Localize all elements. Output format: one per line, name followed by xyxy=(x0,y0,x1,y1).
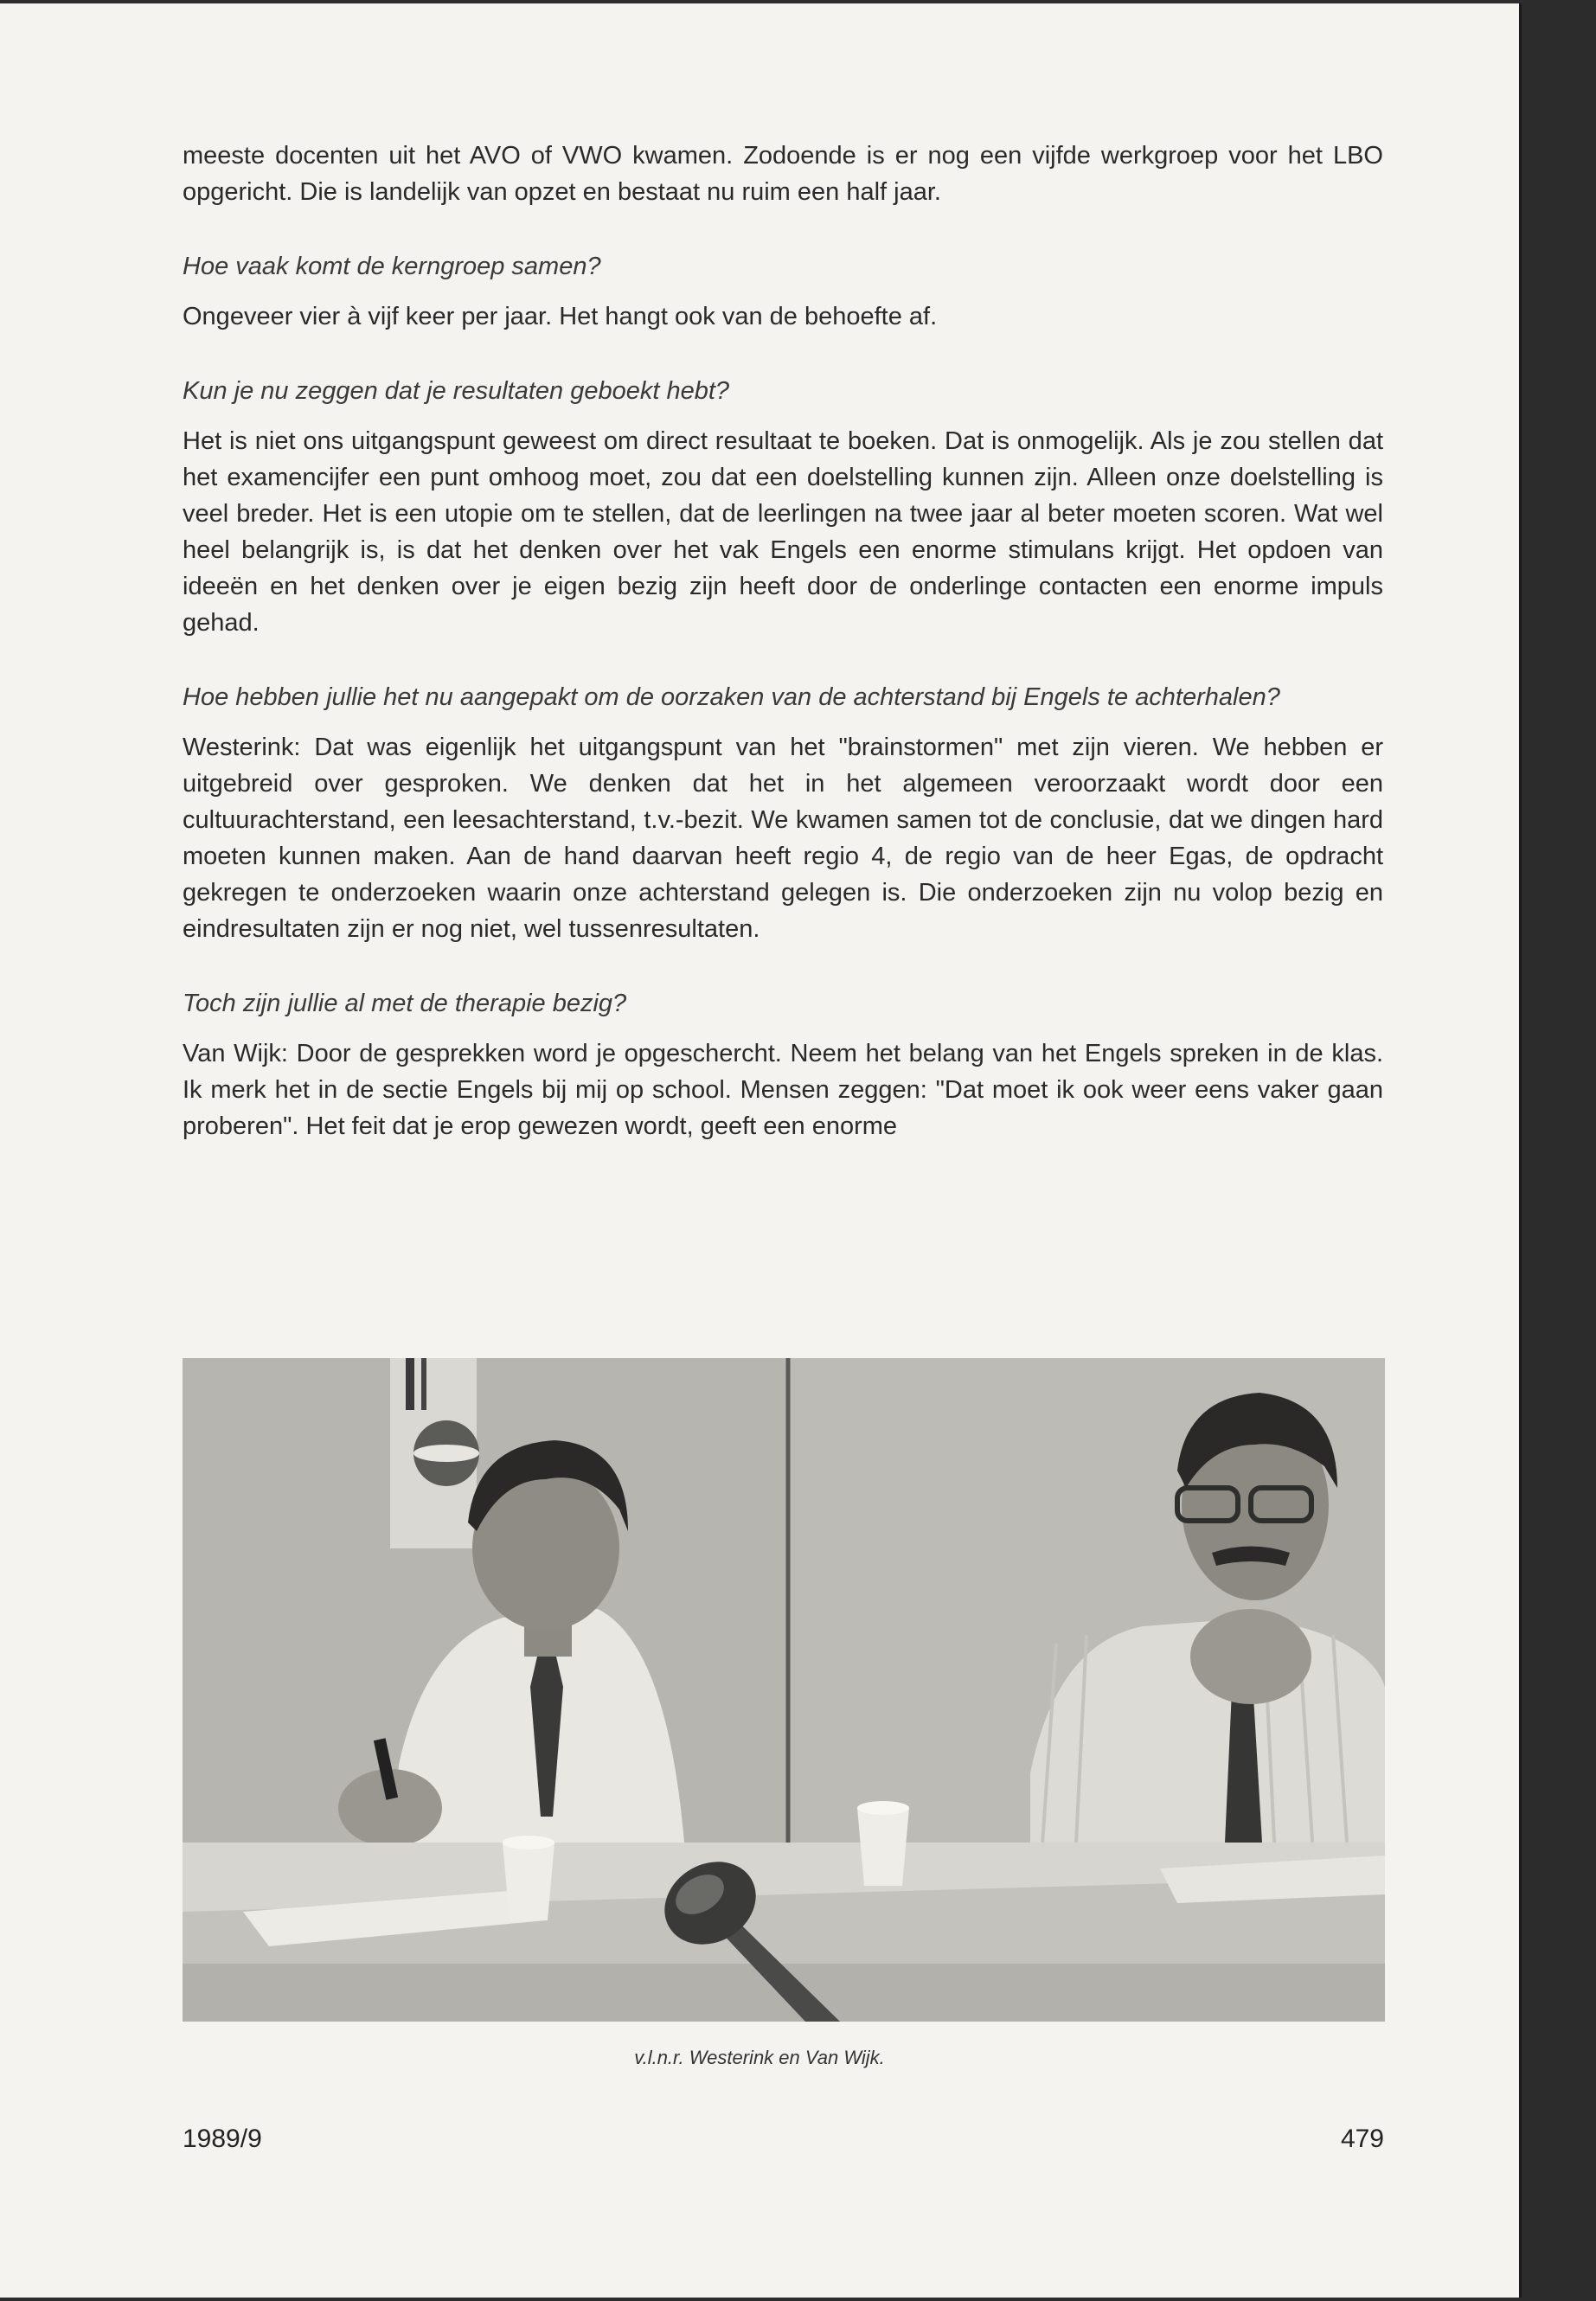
magazine-page xyxy=(0,3,1522,2298)
answer-paragraph: Het is niet ons uitgangspunt geweest om direct resultaat te boeken. Dat is onmogelijk. Als je zou stellen dat het examencijfer een punt omhoog moet, zou dat een doelstelling kunnen zijn. Alleen onze doelstelling is veel breder. Het is een utopie om te stellen, dat de leerlingen na twee jaar al beter moeten scoren. Wat wel heel belangrijk is, is dat het denken over het vak Engels een enorme stimulans krijgt. Het opdoen van ideeën en het denken over je eigen bezig zijn heeft door de onderlinge contacten een enorme impuls gehad. xyxy=(183,427,1383,637)
answer-paragraph: Van Wijk: Door de gesprekken word je opgeschercht. Neem het belang van het Engels spreken in de klas. Ik merk het in de sectie Engels bij mij op school. Mensen zeggen: "Dat moet ik ook weer eens vaker gaan proberen". Het feit dat je erop gewezen wordt, geeft een enorme xyxy=(183,1040,1383,1140)
answer-paragraph: Ongeveer vier à vijf keer per jaar. Het hangt ook van de behoefte af. xyxy=(183,303,938,330)
interview-question: Kun je nu zeggen dat je resultaten geboekt hebt? xyxy=(183,377,730,405)
page-number: 479 xyxy=(1340,2125,1384,2153)
interview-question: Hoe vaak komt de kerngroep samen? xyxy=(183,253,601,280)
article-body xyxy=(183,138,1383,1144)
photo-caption: v.l.n.r. Westerink en Van Wijk. xyxy=(634,2047,885,2068)
interview-question: Hoe hebben jullie het nu aangepakt om de oorzaken van de achterstand bij Engels te achterhalen? xyxy=(183,683,1280,711)
interview-question: Toch zijn jullie al met de therapie bezig? xyxy=(183,990,627,1017)
answer-paragraph: meeste docenten uit het AVO of VWO kwamen. Zodoende is er nog een vijfde werkgroep voor het LBO opgericht. Die is landelijk van opzet en bestaat nu ruim een half jaar. xyxy=(183,142,1383,206)
photo-two-men-at-table xyxy=(183,1358,1385,2022)
issue-number: 1989/9 xyxy=(183,2125,262,2153)
answer-paragraph: Westerink: Dat was eigenlijk het uitgangspunt van het "brainstormen" met zijn vieren. We hebben er uitgebreid over gesproken. We denken dat het in het algemeen veroorzaakt wordt door een cultuurachterstand, een leesachterstand, t.v.-bezit. We kwamen samen tot de conclusie, dat we dingen hard moeten kunnen maken. Aan de hand daarvan heeft regio 4, de regio van de heer Egas, de opdracht gekregen te onderzoeken waarin onze achterstand gelegen is. Die onderzoeken zijn nu volop bezig en eindresultaten zijn er nog niet, wel tussenresultaten. xyxy=(183,734,1383,943)
